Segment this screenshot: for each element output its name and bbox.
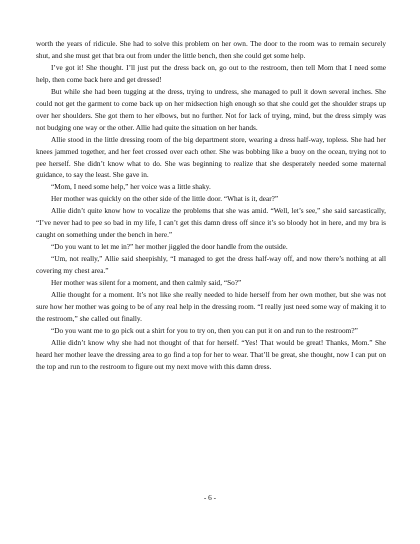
paragraph: “Um, not really,” Allie said sheepishly, “I managed to get the dress half-way off, and now there’s nothing at all covering my chest area.” <box>36 254 386 276</box>
paragraph: worth the years of ridicule. She had to solve this problem on her own. The door to the room was to remain securely shut, and she must get that bra out from under the little bench, then she could get some help. <box>36 39 386 60</box>
body-text <box>36 38 386 373</box>
paragraph: Her mother was quickly on the other side of the little door. “What is it, dear?” <box>51 194 279 204</box>
paragraph: “Do you want me to go pick out a shirt for you to try on, then you can put it on and run to the restroom?” <box>51 325 358 335</box>
page-number: - 6 - <box>203 493 217 502</box>
paragraph: Her mother was silent for a moment, and then calmly said, “So?” <box>51 278 242 288</box>
paragraph: I’ve got it! She thought. I’ll just put the dress back on, go out to the restroom, then tell Mom that I need some help, then come back here and get dressed! <box>36 62 386 84</box>
paragraph: Allie didn’t know why she had not thought of that for herself. “Yes! That would be great! Thanks, Mom.” She heard her mother leave the dressing area to go find a top for her to wear. That’ll be great, she thought, now I can put on the top and run to the restroom to figure out my next move with this damn dress. <box>36 337 386 371</box>
paragraph: Allie didn’t quite know how to vocalize the problems that she was amid. “Well, let’s see,” she said sarcastically, “I’ve never had to pee so bad in my life, I can’t get this damn dress off since it’s so bloody hot in here, and my bra is caught on something under the bench in here.” <box>36 206 386 240</box>
paragraph: Allie thought for a moment. It’s not like she really needed to hide herself from her own mother, but she was not sure how her mother was going to be of any real help in the dressing room. “I really just need some way of making it to the restroom,” she called out finally. <box>36 290 386 323</box>
paragraph: “Mom, I need some help,” her voice was a little shaky. <box>51 182 211 192</box>
paragraph: But while she had been tugging at the dress, trying to undress, she managed to pull it down several inches. She could not get the garment to come back up on her midsection high enough so that she could get the shoulder straps up over her shoulders. She got them to her elbows, but no further. Not for lack of trying, mind, but the dress simply was not budging one way or the other. Allie had quite the situation on her hands. <box>36 86 386 132</box>
paragraph: Allie stood in the little dressing room of the big department store, wearing a dress half-way, topless. She had her knees jammed together, and her feet crossed over each other. She was bobbing like a buoy on the ocean, trying not to pee herself. She didn’t know what to do. She was beginning to realize that she desperately needed some maternal guidance, to say the least. She gave in. <box>36 134 386 180</box>
paragraph: “Do you want to let me in?” her mother jiggled the door handle from the outside. <box>51 242 288 252</box>
